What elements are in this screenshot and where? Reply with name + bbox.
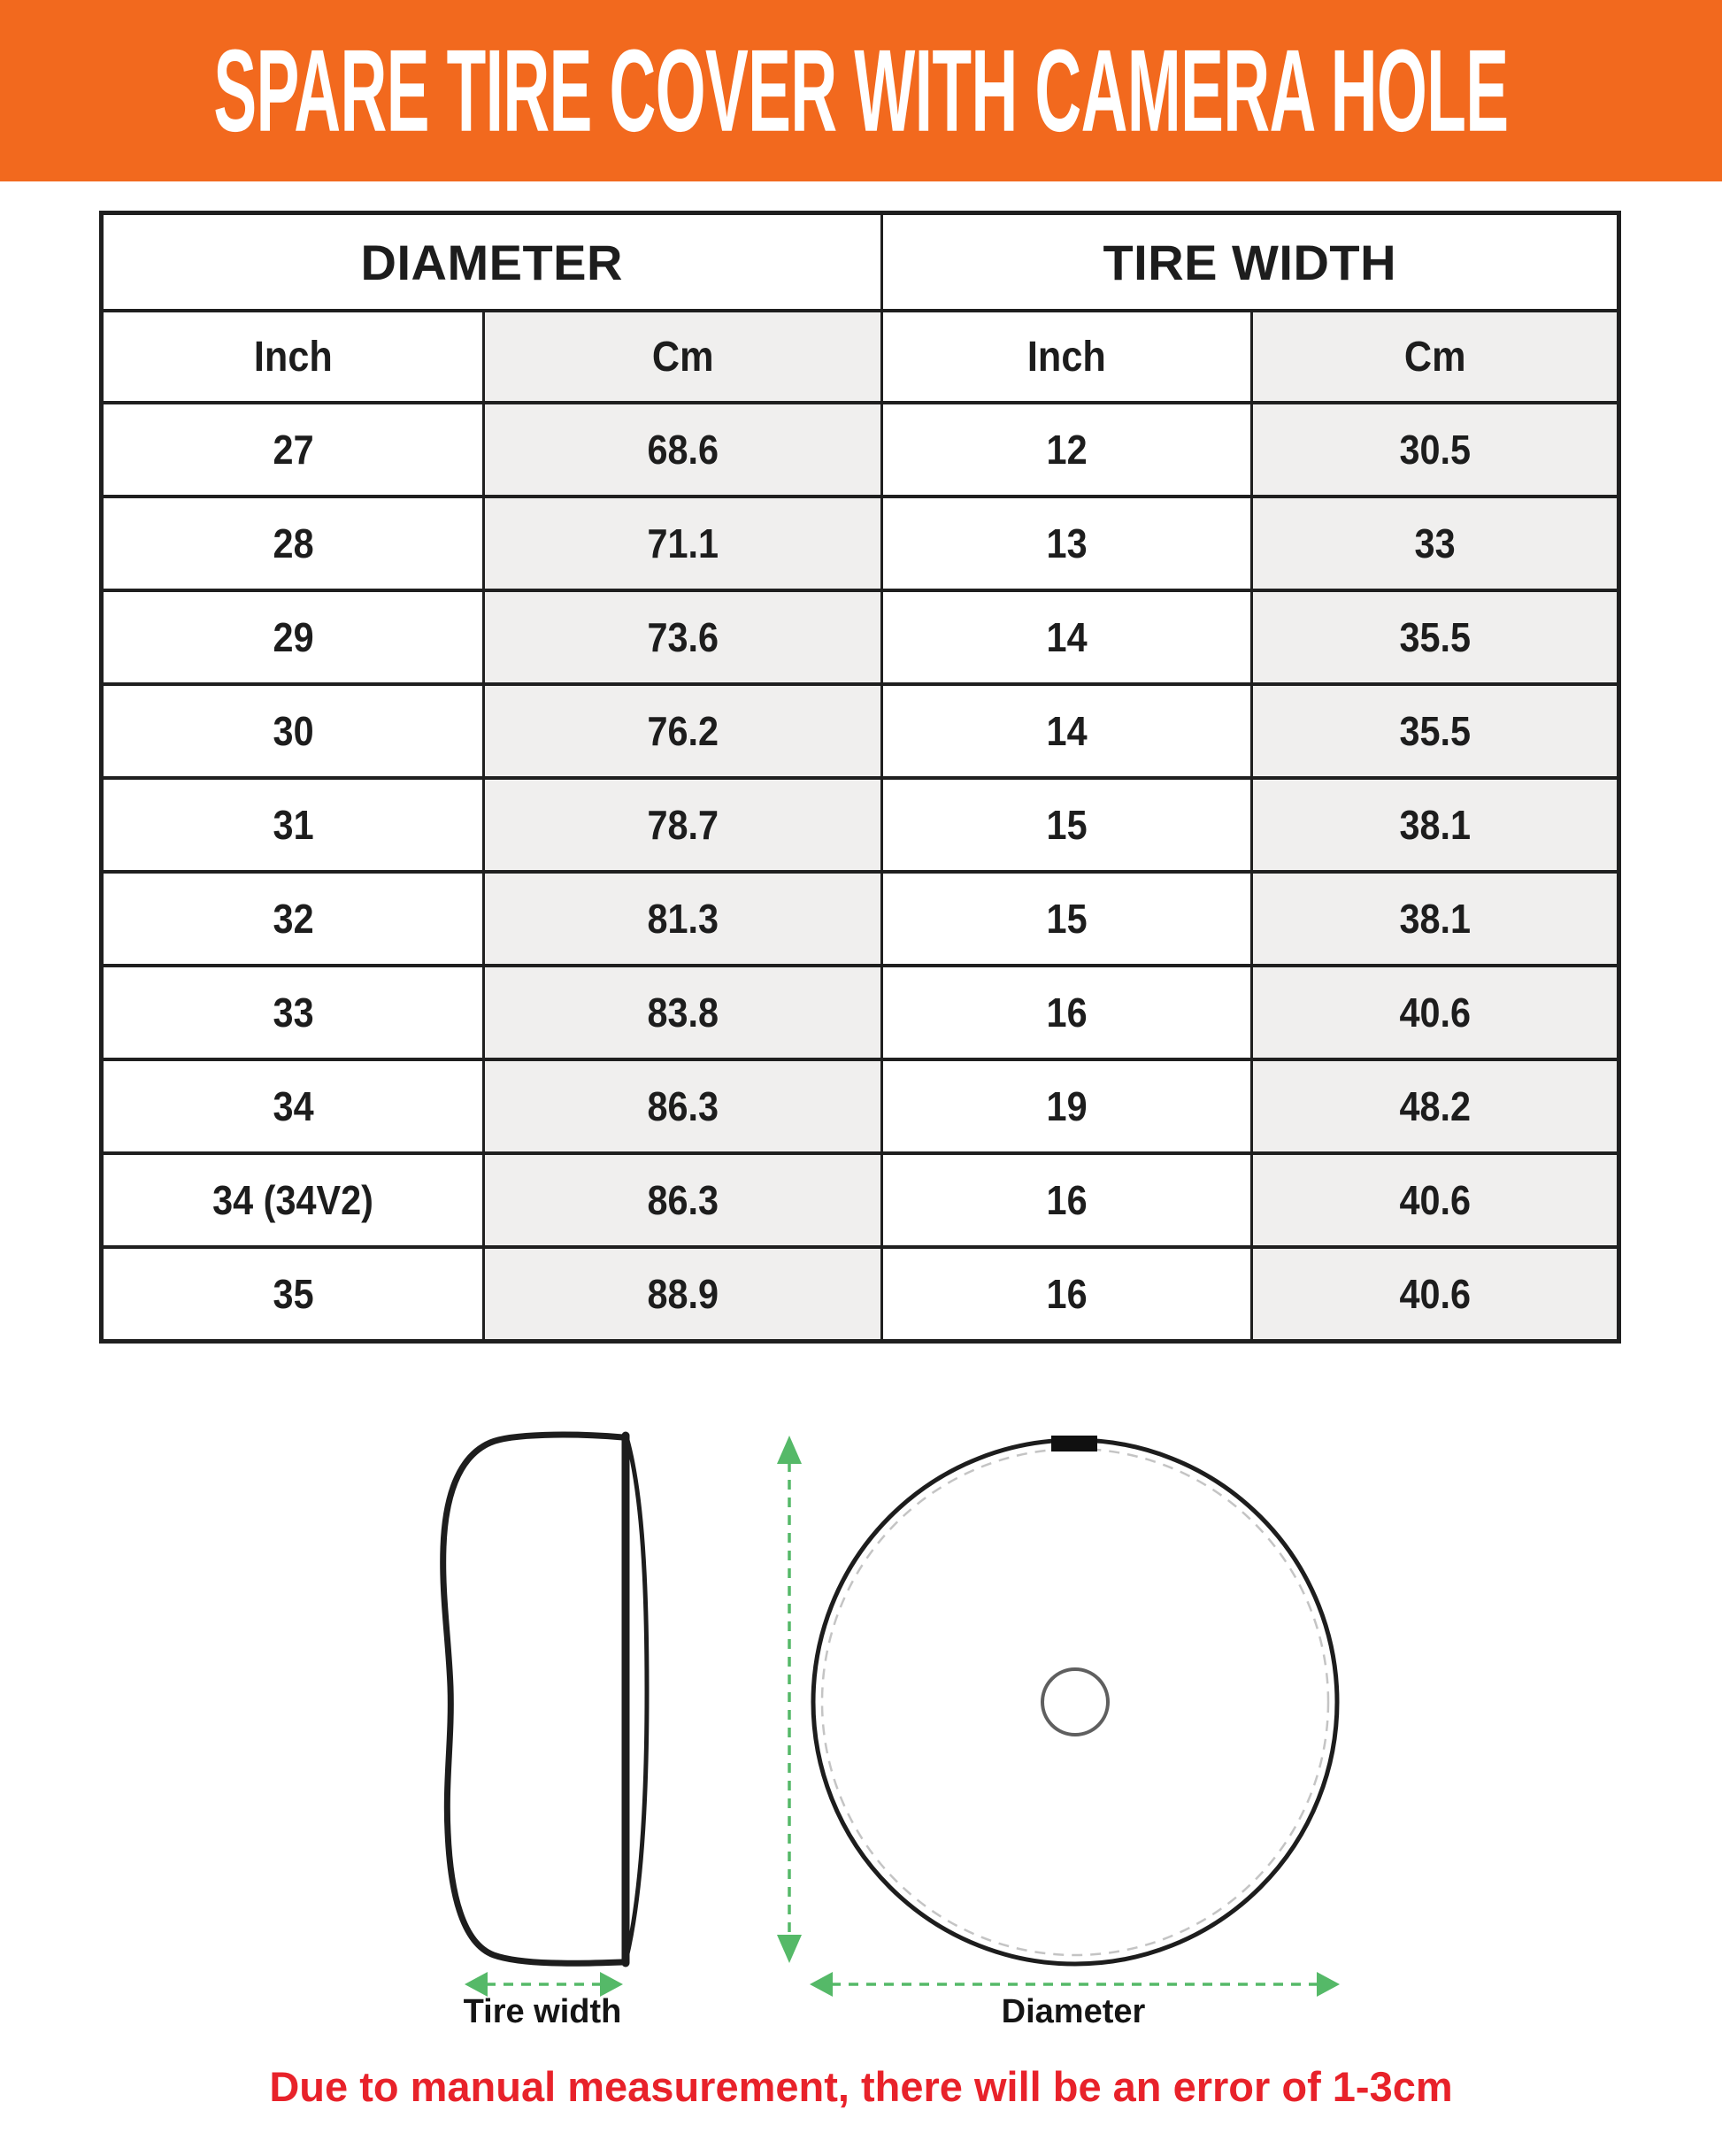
cell-diameter-inch: 27	[102, 403, 484, 497]
cell-tirewidth-cm: 35.5	[1251, 590, 1618, 684]
cell-tirewidth-inch: 12	[881, 403, 1251, 497]
column-header-tirewidth-cm: Cm	[1251, 311, 1618, 403]
page-title: SPARE TIRE COVER WITH CAMERA HOLE	[213, 25, 1509, 157]
tire-cover-circle	[813, 1440, 1337, 1964]
cell-tirewidth-inch: 19	[881, 1059, 1251, 1153]
arrowhead-left-icon	[810, 1972, 833, 1997]
cell-tirewidth-cm: 40.6	[1251, 966, 1618, 1059]
cell-diameter-cm: 76.2	[484, 684, 881, 778]
cell-tirewidth-inch: 15	[881, 778, 1251, 872]
column-header-diameter-inch: Inch	[102, 311, 484, 403]
cell-diameter-cm: 78.7	[484, 778, 881, 872]
cell-tirewidth-inch: 14	[881, 684, 1251, 778]
cell-diameter-inch: 33	[102, 966, 484, 1059]
cell-tirewidth-inch: 13	[881, 497, 1251, 590]
tire-width-label: Tire width	[463, 1993, 622, 2030]
column-header-diameter-cm: Cm	[484, 311, 881, 403]
cell-diameter-inch: 30	[102, 684, 484, 778]
cell-tirewidth-cm: 40.6	[1251, 1153, 1618, 1247]
cell-diameter-inch: 35	[102, 1247, 484, 1342]
cell-diameter-cm: 88.9	[484, 1247, 881, 1342]
group-header-label: DIAMETER	[360, 234, 623, 290]
cell-diameter-inch: 28	[102, 497, 484, 590]
cell-tirewidth-inch: 16	[881, 1153, 1251, 1247]
column-header-tirewidth-inch: Inch	[881, 311, 1251, 403]
tire-side-view	[443, 1435, 647, 1963]
cell-diameter-inch: 34 (34V2)	[102, 1153, 484, 1247]
cell-tirewidth-cm: 33	[1251, 497, 1618, 590]
cell-diameter-cm: 71.1	[484, 497, 881, 590]
cell-diameter-inch: 29	[102, 590, 484, 684]
cell-tirewidth-inch: 14	[881, 590, 1251, 684]
cell-diameter-inch: 31	[102, 778, 484, 872]
cell-diameter-cm: 83.8	[484, 966, 881, 1059]
cell-tirewidth-cm: 30.5	[1251, 403, 1618, 497]
cell-diameter-cm: 86.3	[484, 1153, 881, 1247]
cell-diameter-cm: 73.6	[484, 590, 881, 684]
measurement-error-note: Due to manual measurement, there will be an error of 1-3cm	[269, 2063, 1453, 2110]
cell-diameter-cm: 68.6	[484, 403, 881, 497]
cell-diameter-inch: 32	[102, 872, 484, 966]
tire-side-outline	[443, 1435, 623, 1963]
cell-diameter-cm: 81.3	[484, 872, 881, 966]
cell-tirewidth-cm: 48.2	[1251, 1059, 1618, 1153]
diameter-label: Diameter	[1001, 1993, 1146, 2030]
group-header-label: TIRE WIDTH	[1103, 234, 1397, 290]
cell-tirewidth-cm: 38.1	[1251, 778, 1618, 872]
cell-tirewidth-cm: 40.6	[1251, 1247, 1618, 1342]
arrowhead-down-icon	[777, 1935, 802, 1963]
cell-tirewidth-cm: 35.5	[1251, 684, 1618, 778]
arrowhead-up-icon	[777, 1436, 802, 1464]
cell-tirewidth-inch: 16	[881, 1247, 1251, 1342]
cell-diameter-cm: 86.3	[484, 1059, 881, 1153]
strap-mark	[1051, 1436, 1097, 1451]
arrowhead-right-icon	[1317, 1972, 1340, 1997]
cell-tirewidth-cm: 38.1	[1251, 872, 1618, 966]
cell-tirewidth-inch: 16	[881, 966, 1251, 1059]
tire-front-view	[813, 1436, 1337, 1964]
cell-tirewidth-inch: 15	[881, 872, 1251, 966]
cell-diameter-inch: 34	[102, 1059, 484, 1153]
